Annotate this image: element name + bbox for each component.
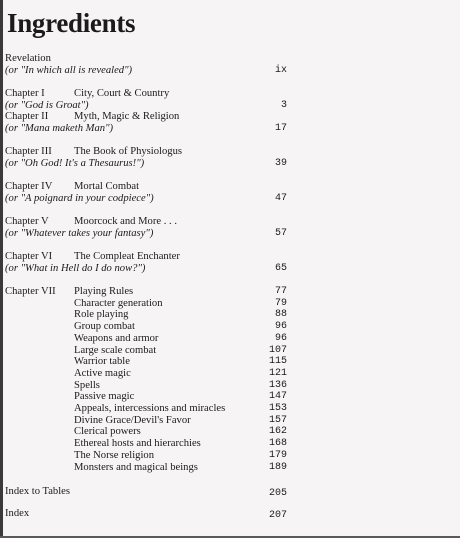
section-name: Monsters and magical beings xyxy=(74,461,198,473)
chapter-number: Chapter VII xyxy=(5,286,56,297)
entry-subtitle: (or "In which all is revealed") xyxy=(5,65,133,76)
chapter-subtitle: (or "Whatever takes your fantasy") xyxy=(5,228,154,239)
chapter-number: Chapter I xyxy=(5,88,45,99)
section-row[interactable] xyxy=(74,321,295,333)
toc-entry-index[interactable] xyxy=(5,508,295,522)
chapter-subtitle: (or "God is Groat") xyxy=(5,100,89,111)
section-row[interactable] xyxy=(74,333,295,345)
chapter-number: Chapter VI xyxy=(5,251,53,262)
page-number: 115 xyxy=(268,356,287,368)
toc-entry-index-to-tables[interactable] xyxy=(5,486,295,500)
page-number: 96 xyxy=(274,321,287,333)
section-row[interactable] xyxy=(74,356,295,368)
section-name: Group combat xyxy=(74,321,135,333)
section-row[interactable] xyxy=(74,426,295,438)
entry-label: Index to Tables xyxy=(5,486,70,497)
section-name: Divine Grace/Devil's Favor xyxy=(74,414,191,426)
section-name: Clerical powers xyxy=(74,426,141,438)
section-name: Playing Rules xyxy=(74,286,134,297)
page-number: 147 xyxy=(268,391,287,403)
chapter-subtitle: (or "What in Hell do I do now?") xyxy=(5,263,146,274)
entry-label: Revelation xyxy=(5,53,51,64)
chapter-name: The Compleat Enchanter xyxy=(74,251,180,262)
page-number: 205 xyxy=(268,488,287,499)
page-edge xyxy=(0,0,3,538)
page-title: Ingredients xyxy=(7,8,136,38)
page-number: 207 xyxy=(268,510,287,521)
chapter-name: Mortal Combat xyxy=(74,181,140,192)
section-row[interactable] xyxy=(74,462,295,474)
page-number: 107 xyxy=(268,344,287,356)
page-number: 153 xyxy=(268,403,287,414)
chapter-name: The Book of Physiologus xyxy=(74,146,183,157)
page-number: 157 xyxy=(268,414,287,426)
page-number: 17 xyxy=(274,123,287,134)
section-name: Role playing xyxy=(74,309,129,321)
chapter-number: Chapter IV xyxy=(5,181,53,192)
chapter-name: City, Court & Country xyxy=(74,88,170,99)
chapter-subtitle: (or "Oh God! It's a Thesaurus!") xyxy=(5,158,145,169)
page-number: 96 xyxy=(274,332,287,344)
section-row[interactable] xyxy=(74,345,295,357)
section-row[interactable] xyxy=(74,309,295,321)
page-number: 65 xyxy=(274,263,287,274)
section-row[interactable] xyxy=(74,450,295,462)
chapter-number: Chapter III xyxy=(5,146,52,157)
section-name: Weapons and armor xyxy=(74,332,159,344)
section-row[interactable] xyxy=(74,380,295,392)
chapter-number: Chapter II xyxy=(5,111,49,122)
section-row[interactable] xyxy=(74,403,295,415)
page-number: ix xyxy=(274,65,287,76)
section-name: Passive magic xyxy=(74,391,135,403)
section-name: Character generation xyxy=(74,297,163,309)
page-number: 189 xyxy=(268,461,287,473)
page-number: 121 xyxy=(268,367,287,379)
entry-label: Index xyxy=(5,508,30,519)
section-row[interactable] xyxy=(74,286,295,298)
chapter-number: Chapter V xyxy=(5,216,49,227)
section-row[interactable] xyxy=(74,368,295,380)
section-row[interactable] xyxy=(74,415,295,427)
section-row[interactable] xyxy=(74,391,295,403)
chapter-name: Myth, Magic & Religion xyxy=(74,111,180,122)
page-number: 77 xyxy=(274,286,287,297)
section-name: Ethereal hosts and hierarchies xyxy=(74,438,201,450)
page-number: 88 xyxy=(274,309,287,321)
page-number: 168 xyxy=(268,438,287,450)
page-number: 3 xyxy=(280,100,287,111)
section-name: Warrior table xyxy=(74,356,130,368)
page-number: 136 xyxy=(268,379,287,391)
section-row[interactable] xyxy=(74,438,295,450)
section-name: Appeals, intercessions and miracles xyxy=(74,403,226,414)
section-name: Active magic xyxy=(74,367,131,379)
page-number: 179 xyxy=(268,449,287,461)
section-name: Large scale combat xyxy=(74,344,157,356)
chapter-subtitle: (or "Mana maketh Man") xyxy=(5,123,114,134)
page-number: 57 xyxy=(274,228,287,239)
section-name: The Norse religion xyxy=(74,449,155,461)
chapter-subtitle: (or "A poignard in your codpiece") xyxy=(5,193,154,204)
chapter-name: Moorcock and More . . . xyxy=(74,216,177,227)
section-name: Spells xyxy=(74,379,100,391)
page-number: 39 xyxy=(274,158,287,169)
page-number: 162 xyxy=(268,426,287,438)
section-row[interactable] xyxy=(74,298,295,310)
page-number: 79 xyxy=(274,297,287,309)
page-number: 47 xyxy=(274,193,287,204)
